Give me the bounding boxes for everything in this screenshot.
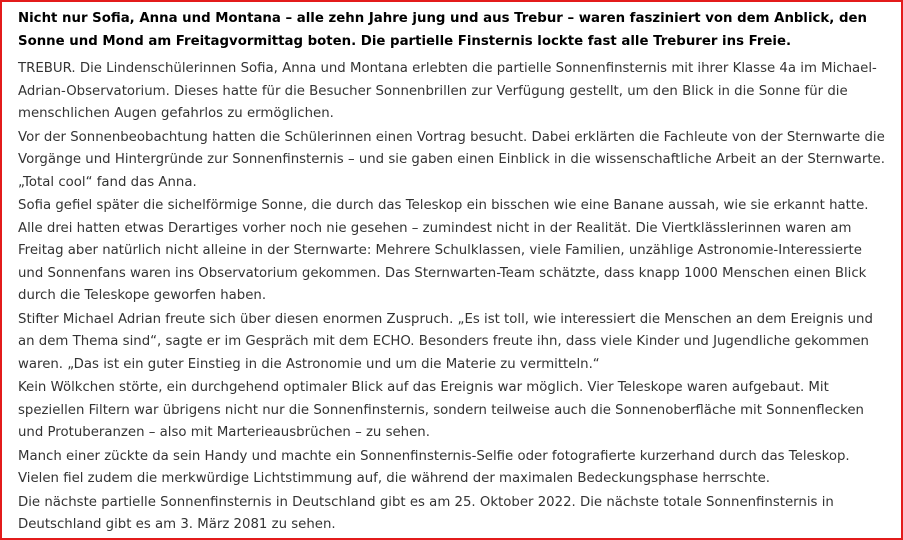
article-paragraph: Die nächste partielle Sonnenfinsternis in Deutschland gibt es am 25. Oktober 2022. Die nächste totale Sonnenfinsternis in Deutschland gibt es am 3. März 2081 zu sehen. — [18, 494, 834, 532]
article-paragraph: Kein Wölkchen störte, ein durchgehend optimaler Blick auf das Ereignis war möglich. Vier Teleskope waren aufgebaut. Mit speziellen Filtern war übrigens nicht nur die Sonnenfinsternis, sondern teilweise auch die Sonnenoberfläche mit Sonnenflecken und Protuberanzen – also mit Marterieausbrüchen – zu sehen. — [18, 380, 864, 440]
article-body — [18, 8, 888, 538]
article-paragraph: Manch einer zückte da sein Handy und machte ein Sonnenfinsternis-Selfie oder fotografierte kurzerhand durch das Teleskop. Vielen fiel zudem die merkwürdige Lichtstimmung auf, die während der maximalen Bedeckungsphase herrschte. — [18, 448, 850, 486]
article-lead: Nicht nur Sofia, Anna und Montana – alle zehn Jahre jung und aus Trebur – waren fasziniert von dem Anblick, den Sonne und Mond am Freitagvormittag boten. Die partielle Finsternis lockte fast alle Treburer ins Freie. — [18, 11, 867, 49]
article-paragraph: TREBUR. Die Lindenschülerinnen Sofia, Anna und Montana erlebten die partielle Sonnenfinsternis mit ihrer Klasse 4a im Michael-Adrian-Observatorium. Dieses hatte für die Besucher Sonnenbrillen zur Verfügung gestellt, um den Blick in die Sonne für die menschlichen Augen gefahrlos zu ermöglichen. — [18, 61, 877, 121]
article-paragraph: Vor der Sonnenbeobachtung hatten die Schülerinnen einen Vortrag besucht. Dabei erklärten die Fachleute von der Sternwarte die Vorgänge und Hintergründe zur Sonnenfinsternis – und sie gaben einen Einblick in die wissenschaftliche Arbeit an der Sternwarte. „Total cool“ fand das Anna. — [18, 129, 885, 190]
article-paragraph: Sofia gefiel später die sichelförmige Sonne, die durch das Teleskop ein bisschen wie eine Banane aussah, wie sie erkannt hatte. Alle drei hatten etwas Derartiges vorher noch nie gesehen – zumindest nicht in der Realität. Die Viertklässlerinnen waren am Freitag aber natürlich nicht alleine in der Sternwarte: Mehrere Schulklassen, viele Familien, unzählige Astronomie-Interessierte und Sonnenfans waren ins Observatorium gekommen. Das Sternwarten-Team schätzte, dass knapp 1000 Menschen einen Blick durch die Teleskope geworfen haben. — [18, 198, 869, 303]
article-paragraph: Stifter Michael Adrian freute sich über diesen enormen Zuspruch. „Es ist toll, wie interessiert die Menschen an dem Ereignis und an dem Thema sind“, sagte er im Gespräch mit dem ECHO. Besonders freute ihn, dass viele Kinder und Jugendliche gekommen waren. „Das ist ein guter Einstieg in die Astronomie und um die Materie zu vermitteln.“ — [18, 311, 873, 372]
